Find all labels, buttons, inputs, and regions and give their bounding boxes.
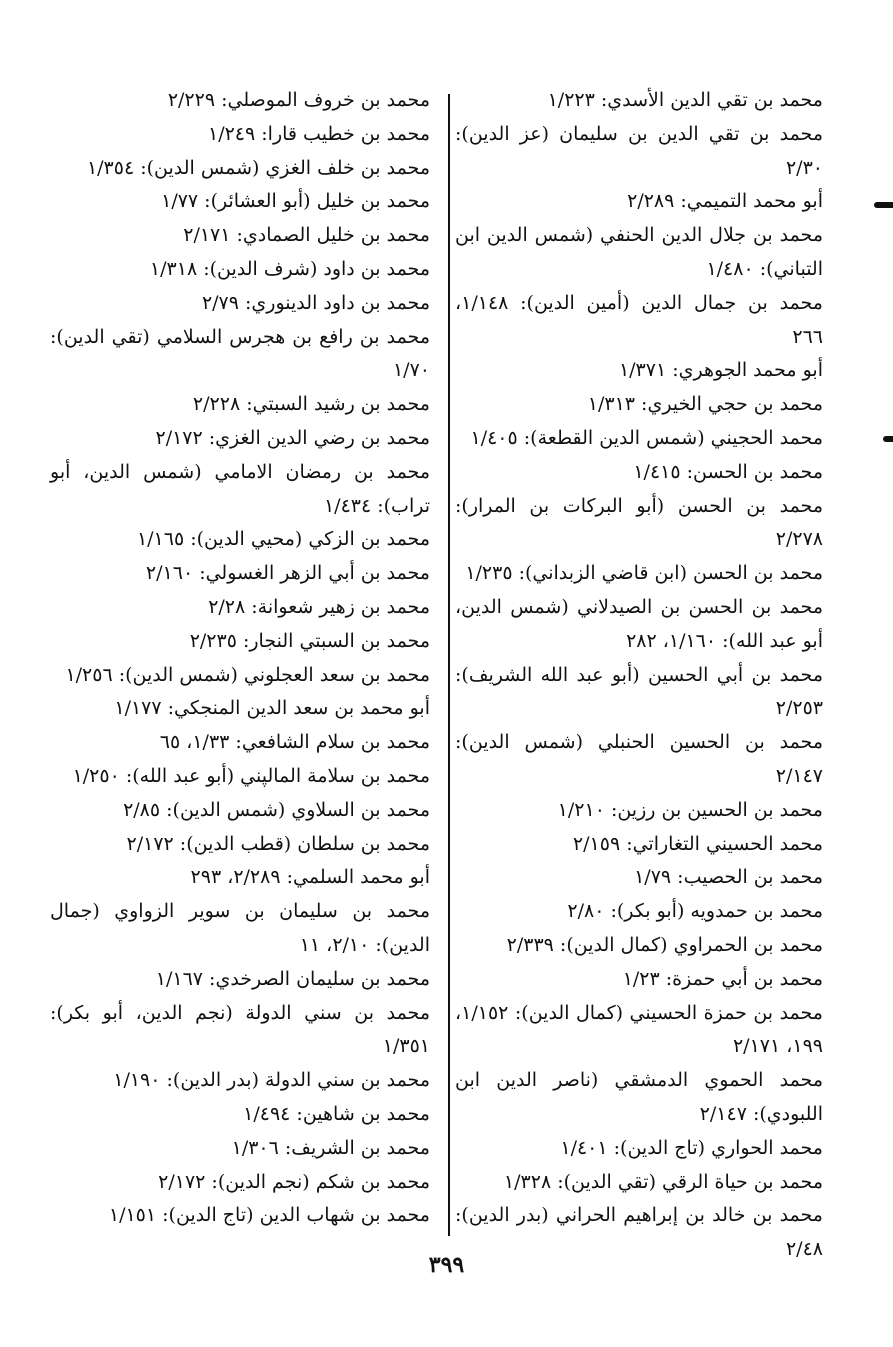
index-entry: محمد بن الحسن (أبو البركات بن المرار): ٢/٢٧٨ (455, 494, 823, 551)
index-entry: محمد بن أبي حمزة: ١/٢٣ (622, 967, 823, 990)
index-entry: محمد بن الحسين بن رزين: ١/٢١٠ (557, 798, 823, 821)
margin-mark (874, 202, 893, 208)
index-entry: محمد الحجيني (شمس الدين القطعة): ١/٤٠٥ (470, 426, 823, 449)
index-entry: محمد بن الحسن (ابن قاضي الزبداني): ١/٢٣٥ (465, 562, 823, 585)
index-entry: محمد بن سليمان الصرخدي: ١/١٦٧ (155, 967, 430, 990)
index-entry: محمد بن أبي الزهر الغسولي: ٢/١٦٠ (145, 562, 430, 585)
index-entry: محمد بن رافع بن هجرس السلامي (تقي الدين): ١/٧٠ (50, 325, 430, 382)
index-entry: محمد بن سني الدولة (نجم الدين، أبو بكر): ١/٣٥١ (50, 1001, 430, 1058)
index-entry: محمد بن رشيد السبتي: ٢/٢٢٨ (192, 393, 430, 416)
index-entry: محمد بن شهاب الدين (تاج الدين): ١/١٥١ (108, 1204, 430, 1227)
index-entry: محمد بن الحمراوي (كمال الدين): ٢/٣٣٩ (506, 933, 823, 956)
page-number: ٣٩٩ (428, 1252, 465, 1278)
index-entry: أبو محمد الجوهري: ١/٣٧١ (618, 359, 823, 382)
index-entry: محمد الحموي الدمشقي (ناصر الدين ابن اللبودي): ٢/١٤٧ (455, 1069, 823, 1125)
index-entry: أبو محمد التميمي: ٢/٢٨٩ (627, 190, 823, 213)
index-entry: محمد بن أبي الحسين (أبو عبد الله الشريف): ٢/٢٥٣ (455, 663, 823, 720)
index-entry: محمد بن رضي الدين الغزي: ٢/١٧٢ (155, 426, 430, 449)
index-entry: محمد بن الحسين الحنبلي (شمس الدين): ٢/١٤٧ (455, 731, 823, 787)
index-entry: محمد بن سني الدولة (بدر الدين): ١/١٩٠ (113, 1069, 430, 1092)
index-entry: محمد بن حمزة الحسيني (كمال الدين): ١/١٥٢، ١٩٩، ٢/١٧١ (455, 1001, 823, 1058)
margin-mark (883, 436, 893, 442)
index-entry: محمد بن تقي الدين بن سليمان (عز الدين): ٢/٣٠ (455, 122, 823, 179)
index-entry: محمد بن سلام الشافعي: ١/٣٣، ٦٥ (159, 731, 430, 754)
index-entry: محمد بن خلف الغزي (شمس الدين): ١/٣٥٤ (86, 156, 430, 179)
index-entry: محمد بن شاهين: ١/٤٩٤ (243, 1102, 430, 1125)
index-entry: محمد بن سعد العجلوني (شمس الدين): ١/٢٥٦ (65, 663, 430, 686)
index-column-left (50, 84, 430, 1233)
index-entry: محمد بن جلال الدين الحنفي (شمس الدين ابن التباني): ١/٤٨٠ (455, 224, 823, 280)
index-entry: محمد بن السبتي النجار: ٢/٢٣٥ (189, 629, 430, 652)
index-entry: أبو محمد بن سعد الدين المنجكي: ١/١٧٧ (114, 697, 430, 720)
index-entry: محمد بن حياة الرقي (تقي الدين): ١/٣٢٨ (503, 1170, 823, 1193)
index-entry: محمد بن الشريف: ١/٣٠٦ (231, 1136, 430, 1159)
index-entry: محمد بن الحصيب: ١/٧٩ (634, 866, 823, 889)
index-entry: محمد بن الزكي (محيي الدين): ١/١٦٥ (136, 528, 430, 551)
index-entry: محمد بن حجي الخيري: ١/٣١٣ (587, 393, 823, 416)
index-entry: محمد بن الحسن: ١/٤١٥ (633, 460, 823, 483)
index-entry: محمد بن سلطان (قطب الدين): ٢/١٧٢ (126, 832, 430, 855)
index-entry: محمد بن خالد بن إبراهيم الحراني (بدر الدين): ٢/٤٨ (455, 1204, 823, 1261)
index-entry: أبو محمد السلمي: ٢/٢٨٩، ٢٩٣ (190, 866, 430, 889)
index-entry: محمد بن داود (شرف الدين): ١/٣١٨ (149, 257, 430, 280)
index-entry: محمد بن الحسن بن الصيدلاني (شمس الدين، أبو عبد الله): ١/١٦٠، ٢٨٢ (455, 595, 823, 652)
column-divider (448, 94, 450, 1236)
index-entry: محمد بن شكم (نجم الدين): ٢/١٧٢ (158, 1170, 430, 1193)
index-entry: محمد بن سلامة المالپني (أبو عبد الله): ١/٢٥٠ (72, 764, 430, 787)
index-entry: محمد بن سليمان بن سوير الزواوي (جمال الدين): ٢/١٠، ١١ (50, 900, 430, 956)
index-entry: محمد بن خروف الموصلي: ٢/٢٢٩ (167, 89, 430, 111)
index-entry: محمد بن السلاوي (شمس الدين): ٢/٨٥ (123, 798, 430, 821)
index-entry: محمد الحسيني التغاراتي: ٢/١٥٩ (572, 832, 823, 855)
index-entry: محمد الحواري (تاج الدين): ١/٤٠١ (560, 1136, 823, 1159)
index-entry: محمد بن خليل (أبو العشائر): ١/٧٧ (161, 190, 430, 213)
index-entry: محمد بن جمال الدين (أمين الدين): ١/١٤٨، ٢٦٦ (455, 291, 823, 348)
index-entry: محمد بن حمدويه (أبو بكر): ٢/٨٠ (567, 900, 823, 923)
index-entry: محمد بن خليل الصمادي: ٢/١٧١ (183, 224, 430, 247)
index-entry: محمد بن خطيب قارا: ١/٢٤٩ (208, 122, 430, 145)
index-entry: محمد بن تقي الدين الأسدي: ١/٢٢٣ (547, 89, 823, 111)
index-column-right (455, 84, 823, 1267)
index-entry: محمد بن زهير شعوانة: ٢/٢٨ (208, 595, 430, 618)
index-entry: محمد بن رمضان الامامي (شمس الدين، أبو تراب): ١/٤٣٤ (50, 460, 430, 517)
index-entry: محمد بن داود الدينوري: ٢/٧٩ (201, 291, 430, 314)
